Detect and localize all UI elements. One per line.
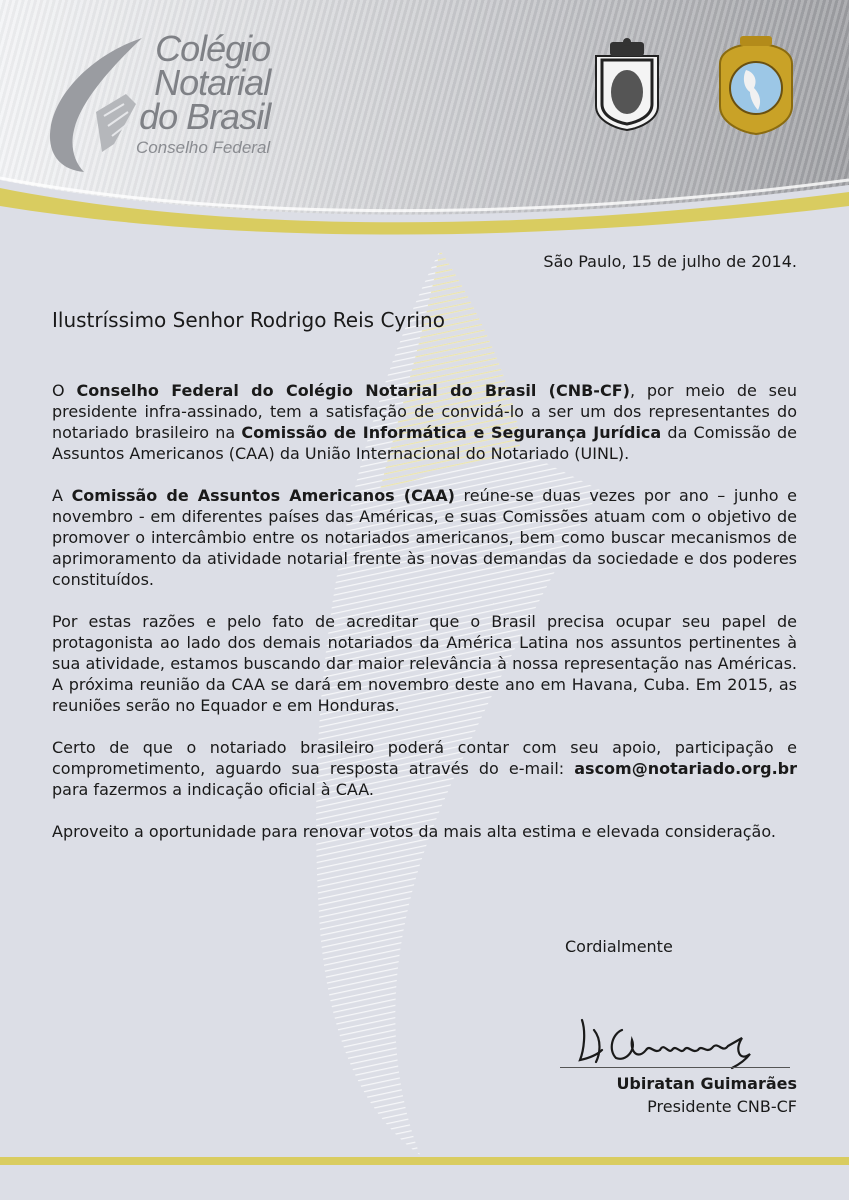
bold-caa: Comissão de Assuntos Americanos (CAA) — [71, 486, 455, 505]
signature-line — [560, 1067, 790, 1068]
signer-name: Ubiratan Guimarães — [616, 1074, 797, 1093]
logo-line-colegio: Colégio — [155, 28, 271, 69]
americas-globe-seal-icon — [710, 36, 802, 136]
bold-cnb-cf: Conselho Federal do Colégio Notarial do Brasil (CNB-CF) — [76, 381, 630, 400]
closing: Cordialmente — [565, 937, 673, 956]
footer-band — [0, 1165, 849, 1200]
paragraph-invitation: O Conselho Federal do Colégio Notarial do Brasil (CNB-CF), por meio de seu presidente infra-assinado, tem a satisfação de convidá-lo a ser um dos representantes do notariado brasileiro na Comissão de Informática e Segurança Jurídica da Comissão de Assuntos Americanos (CAA) da União Internacional do Notariado (UINL). — [52, 381, 798, 463]
letter-body — [52, 380, 797, 863]
contact-email: ascom@notariado.org.br — [574, 759, 797, 778]
cnb-logo — [44, 24, 304, 174]
logo-wordmark — [136, 28, 271, 158]
bold-commission-name: Comissão de Informática e Segurança Jurídica — [241, 423, 662, 442]
signer-title: Presidente CNB-CF — [647, 1097, 797, 1116]
letter-date: São Paulo, 15 de julho de 2014. — [543, 252, 797, 271]
footer-accent-bar — [0, 1157, 849, 1165]
logo-line-do-brasil: do Brasil — [139, 96, 271, 137]
paragraph-reasons: Por estas razões e pelo fato de acreditar que o Brasil precisa ocupar seu papel de protagonista ao lado dos demais notariados da América Latina nos assuntos pertinentes à sua atividade, estamos buscando dar maior relevância à nossa representação nas Américas. A próxima reunião da CAA se dará em novembro deste ano em Havana, Cuba. Em 2015, as reuniões serão no Equador e em Honduras. — [52, 612, 797, 715]
notary-seal-icon — [588, 36, 666, 132]
logo-line-conselho-federal: Conselho Federal — [136, 138, 271, 157]
paragraph-regards: Aproveito a oportunidade para renovar votos da mais alta estima e elevada consideração. — [52, 822, 776, 841]
handwritten-signature — [572, 1010, 772, 1070]
logo-line-notarial: Notarial — [154, 62, 271, 103]
letterhead-header — [0, 0, 849, 232]
letter-greeting: Ilustríssimo Senhor Rodrigo Reis Cyrino — [52, 308, 445, 332]
paragraph-response: Certo de que o notariado brasileiro poderá contar com seu apoio, participação e comprometimento, aguardo sua resposta através do e-mail: ascom@notariado.org.br para fazermos a indicação oficial à CAA. — [52, 738, 797, 799]
paragraph-caa: A Comissão de Assuntos Americanos (CAA) reúne-se duas vezes por ano – junho e novembro - em diferentes países das Américas, e suas Comissões atuam com o objetivo de promover o intercâmbio entre os notariados americanos, bem como buscar mecanismos de aprimoramento da atividade notarial frente às novas demandas da sociedade e dos poderes constituídos. — [52, 486, 798, 589]
